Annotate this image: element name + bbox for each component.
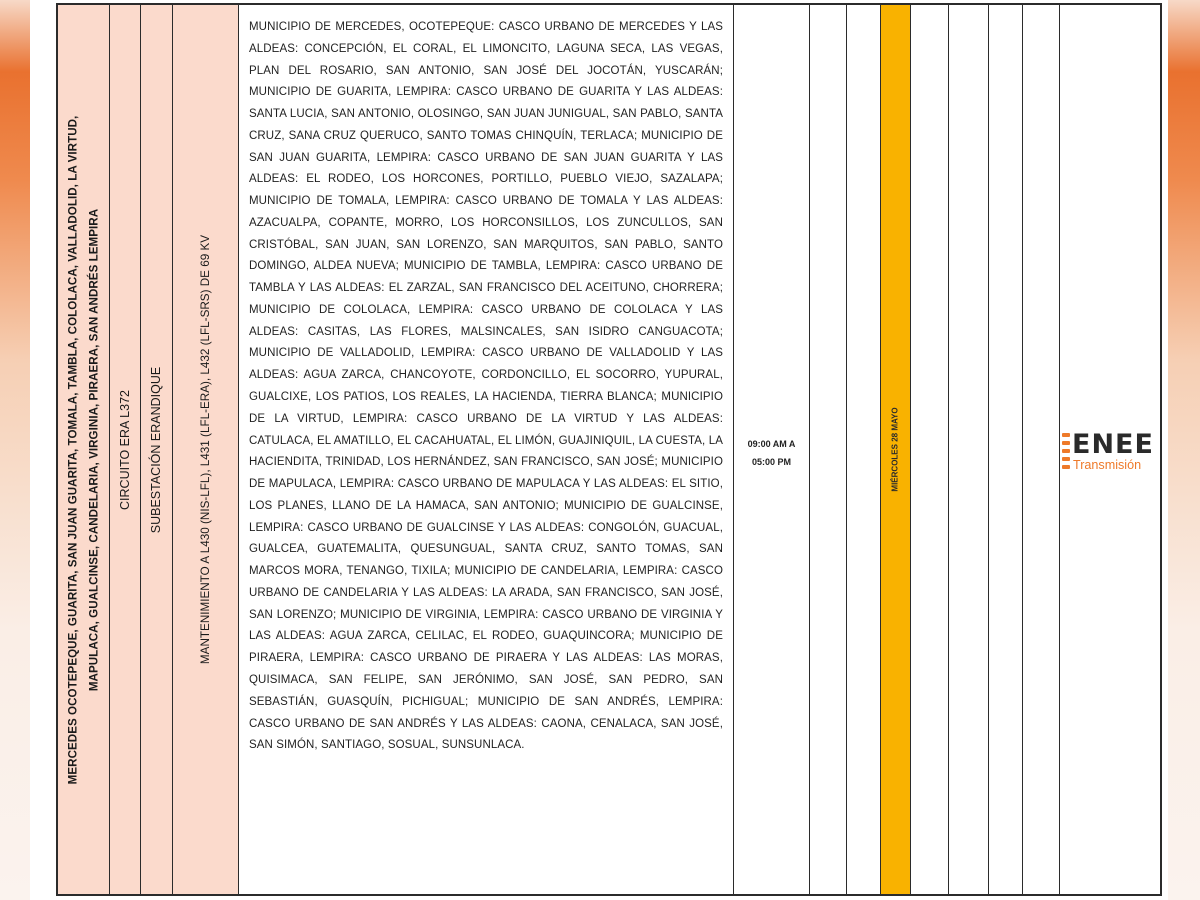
circuit-cell [110, 5, 141, 894]
zone-cell [58, 5, 110, 894]
empty-cell-5 [989, 5, 1023, 894]
empty-cell-6 [1023, 5, 1060, 894]
work-cell [173, 5, 239, 894]
circuit-text: CIRCUITO ERA L372 [118, 389, 133, 510]
page-edge-left [0, 0, 30, 900]
enee-logo [1060, 431, 1162, 475]
zone-line-2: MAPULACA, GUALCINSE, CANDELARIA, VIRGINIA, PIRAERA, SAN ANDRÉS LEMPIRA [87, 208, 101, 691]
enee-stripes-icon [1060, 433, 1072, 469]
page-edge-right [1168, 0, 1200, 900]
time-start: 09:00 AM A [747, 439, 796, 449]
affected-areas-text: MUNICIPIO DE MERCEDES, OCOTEPEQUE: CASCO URBANO DE MERCEDES Y LAS ALDEAS: CONCEPCIÓN, EL CORAL, EL LIMONCITO, LAGUNA SECA, LAS VEGAS, PLAN DEL ROSARIO, SAN ANTONIO, SAN JOSÉ DEL JOCOTÁN, YUSCARÁN; MUNICIPIO DE GUARITA, LEMPIRA: CASCO URBANO DE GUARITA Y LAS ALDEAS: SANTA LUCIA, SAN ANTONIO, OLOSINGO, SAN JUAN JUNIGUAL, SAN PABLO, SANTA CRUZ, SANA CRUZ QUERUCO, SANTO TOMAS CHINQUÍN, TERLACA; MUNICIPIO DE SAN JUAN GUARITA, LEMPIRA: CASCO URBANO DE SAN JUAN GUARITA Y LAS ALDEAS: EL RODEO, LOS HORCONES, PORTILLO, PUEBLO VIEJO, SAZALAPA; MUNICIPIO DE TOMALA, LEMPIRA: CASCO URBANO DE TOMALA Y LAS ALDEAS: AZACUALPA, COPANTE, MORRO, LOS HORCONSILLOS, LOS ZUNCULLOS, SAN CRISTÓBAL, SAN JUAN, SAN LORENZO, SAN MARQUITOS, SAN PABLO, SANTO DOMINGO, ALDEA NUEVA; MUNICIPIO DE TAMBLA, LEMPIRA: CASCO URBANO DE TAMBLA Y LAS ALDEAS: EL ZARZAL, SAN FRANCISCO DEL ACEITUNO, CHORRERA; MUNICIPIO DE COLOLACA, LEMPIRA: CASCO URBANO DE COLOLACA Y LAS ALDEAS: CASITAS, LAS FLORES, MALSINCALES, SAN ISIDRO CANGUACOTA; MUNICIPIO DE VALLADOLID, LEMPIRA: CASCO URBANO DE VALLADOLID Y LAS ALDEAS: AGUA ZARCA, CHANCOYOTE, CORDONCILLO, EL SOCORRO, YUPURAL, GUALCIXE, LOS PATIOS, LOS REALES, LA HACIENDA, TIERRA BLANCA; MUNICIPIO DE LA VIRTUD, LEMPIRA: CASCO URBANO DE LA VIRTUD Y LAS ALDEAS: CATULACA, EL AMATILLO, EL CACAHUATAL, EL LIMÓN, GUAJINIQUIL, LA CUESTA, LA HACIENDITA, TRINIDAD, LOS HERNÁNDEZ, SAN FRANCISCO, SAN JOSÉ; MUNICIPIO DE MAPULACA, LEMPIRA: CASCO URBANO DE MAPULACA Y LAS ALDEAS: EL SITIO, LOS PLANES, LLANO DE LA HAMACA, SAN ANTONIO; MUNICIPIO DE GUALCINSE, LEMPIRA: CASCO URBANO DE GUALCINSE Y LAS ALDEAS: CONGOLÓN, GUACUAL, GUALCEA, GUATEMALITA, QUESUNGUAL, SANTA CRUZ, SANTO TOMAS, SAN MARCOS MORA, TENANGO, TIXILA; MUNICIPIO DE CANDELARIA, LEMPIRA: CASCO URBANO DE CANDELARIA Y LAS ALDEAS: LA ARADA, SAN FRANCISCO, SAN JOSÉ, SAN LORENZO; MUNICIPIO DE VIRGINIA, LEMPIRA: CASCO URBANO DE VIRGINIA Y LAS ALDEAS: AGUA ZARCA, CELILAC, EL RODEO, GUAQUINCORA; MUNICIPIO DE PIRAERA, LEMPIRA: CASCO URBANO DE PIRAERA Y LAS ALDEAS: LAS MORAS, QUISIMACA, SAN FELIPE, SAN JERÓNIMO, SAN JOSÉ, SAN PEDRO, SAN SEBASTIÁN, GUASQUÍN, PICHIGUAL; MUNICIPIO DE SAN ANDRÉS, LEMPIRA: CASCO URBANO DE SAN ANDRÉS Y LAS ALDEAS: CAONA, CENALACA, SAN JOSÉ, SAN SIMÓN, SANTIAGO, SOSUAL, SUNSUNLACA. [249, 21, 723, 752]
time-end: 05:00 PM [751, 457, 792, 467]
empty-cell-1 [810, 5, 847, 894]
zone-line-1: MERCEDES OCOTEPEQUE, GUARITA, SAN JUAN GUARITA, TOMALA, TAMBLA, COLOLACA, VALLADOLID, LA VIRTUD, [66, 115, 80, 784]
date-text: MIÉRCOLES 28 MAYO [891, 407, 901, 492]
substation-cell [141, 5, 173, 894]
time-cell [734, 5, 810, 894]
date-cell [881, 5, 911, 894]
zone-text [63, 115, 105, 784]
logo-subtitle: Transmisión [1073, 458, 1142, 472]
work-text: MANTENIMIENTO A L430 (NIS-LFL), L431 (LFL-ERA), L432 (LFL-SRS) DE 69 KV [199, 234, 212, 665]
substation-text: SUBESTACIÓN ERANDIQUE [149, 366, 164, 533]
empty-cell-2 [847, 5, 881, 894]
description-cell [239, 5, 734, 894]
empty-cell-4 [949, 5, 989, 894]
time-text [734, 435, 809, 471]
empty-cell-3 [911, 5, 949, 894]
outage-schedule-table [56, 3, 1162, 896]
logo-name: ENEE [1072, 429, 1154, 460]
logo-cell [1060, 5, 1162, 894]
